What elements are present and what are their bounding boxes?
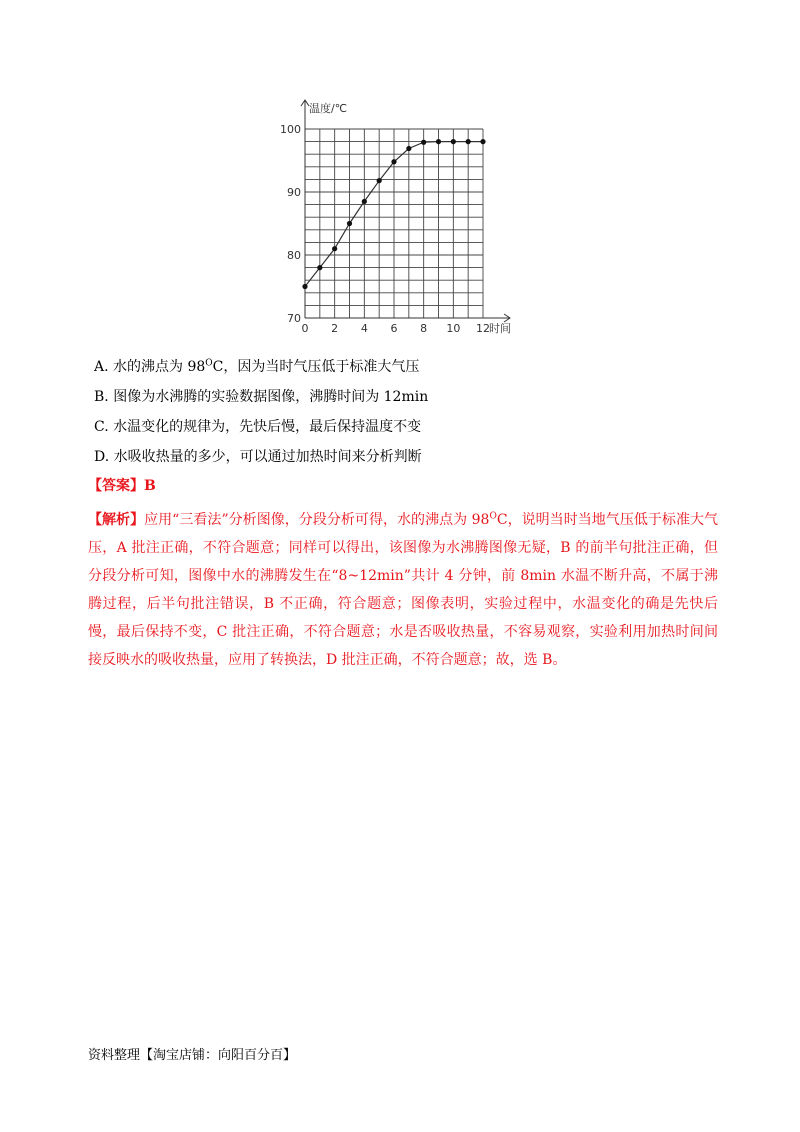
option-c-text: 水温变化的规律为，先快后慢，最后保持温度不变 [113,419,422,435]
analysis-text-part2: C，说明当时当地气压低于标准大气压，A 批注正确，不符合题意；同样可以得出，该图像为水沸腾图像无疑，B 的前半句批注正确，但分段分析可知，图像中水的沸腾发生在“8~12min”共计 4 分钟，前 8min 水温不断升高，不属于沸腾过程，后半句批注错误，B 不正确，符合题意；图像表明，实验过程中，水温变化的确是先快后慢，最后保持不变，C 批注正确，不符合题意；水是否吸收热量，不容易观察，实验利用加热时间间接反映水的吸收热量，应用了转换法，D 批注正确，不符合题意；故，选 B。 [88,512,719,668]
data-point [391,159,396,164]
x-axis-label: 时间 [489,322,511,335]
analysis-text-part1: 应用“三看法”分析图像，分段分析可得，水的沸点为 98 [144,512,490,528]
answer-line [88,476,156,496]
y-tick-label: 90 [287,186,301,199]
x-tick-label: 0 [301,322,309,335]
data-point [480,139,485,144]
y-tick-label: 70 [287,312,301,325]
chart-axes [301,100,510,322]
y-axis-label: 温度/℃ [309,102,348,115]
option-c-letter: C. [94,419,109,435]
option-a [94,357,419,377]
option-b-letter: B. [94,389,109,405]
data-point [451,139,456,144]
option-d-letter: D. [94,449,110,465]
data-point [406,146,411,151]
data-point [302,284,307,289]
option-a-text-before: 水的沸点为 98 [113,359,206,375]
data-point [317,265,322,270]
data-point [436,139,441,144]
option-a-letter: A. [94,359,109,375]
option-a-degree-sup: O [205,358,213,369]
x-tick-label: 2 [331,322,339,335]
y-tick-labels [280,123,301,325]
answer-value: B [144,478,156,494]
x-tick-label: 12 [476,322,490,335]
data-point [466,139,471,144]
x-tick-labels [302,322,491,335]
x-tick-label: 10 [446,322,461,335]
y-tick-label: 80 [287,249,301,262]
x-tick-label: 4 [360,322,368,335]
option-d-text: 水吸收热量的多少，可以通过加热时间来分析判断 [113,449,422,465]
option-c [94,417,421,437]
page-footer: 资料整理【淘宝店铺：向阳百分百】 [88,1048,297,1063]
option-b-text: 图像为水沸腾的实验数据图像，沸腾时间为 12min [113,389,429,405]
temperature-time-chart [278,96,518,340]
analysis-paragraph [88,506,718,674]
option-d [94,447,422,467]
option-a-text-after: C，因为当时气压低于标准大气压 [212,359,420,375]
y-tick-label: 100 [280,123,301,136]
data-point [332,246,337,251]
x-tick-label: 8 [420,322,428,335]
data-point [421,140,426,145]
chart-grid [305,129,483,318]
x-tick-label: 6 [390,322,398,335]
data-point [362,199,367,204]
option-b [94,387,428,407]
answer-label: 【答案】 [88,478,144,494]
data-point [377,178,382,183]
analysis-degree-sup: O [489,511,497,522]
data-point [347,221,352,226]
analysis-label: 【解析】 [88,512,145,528]
